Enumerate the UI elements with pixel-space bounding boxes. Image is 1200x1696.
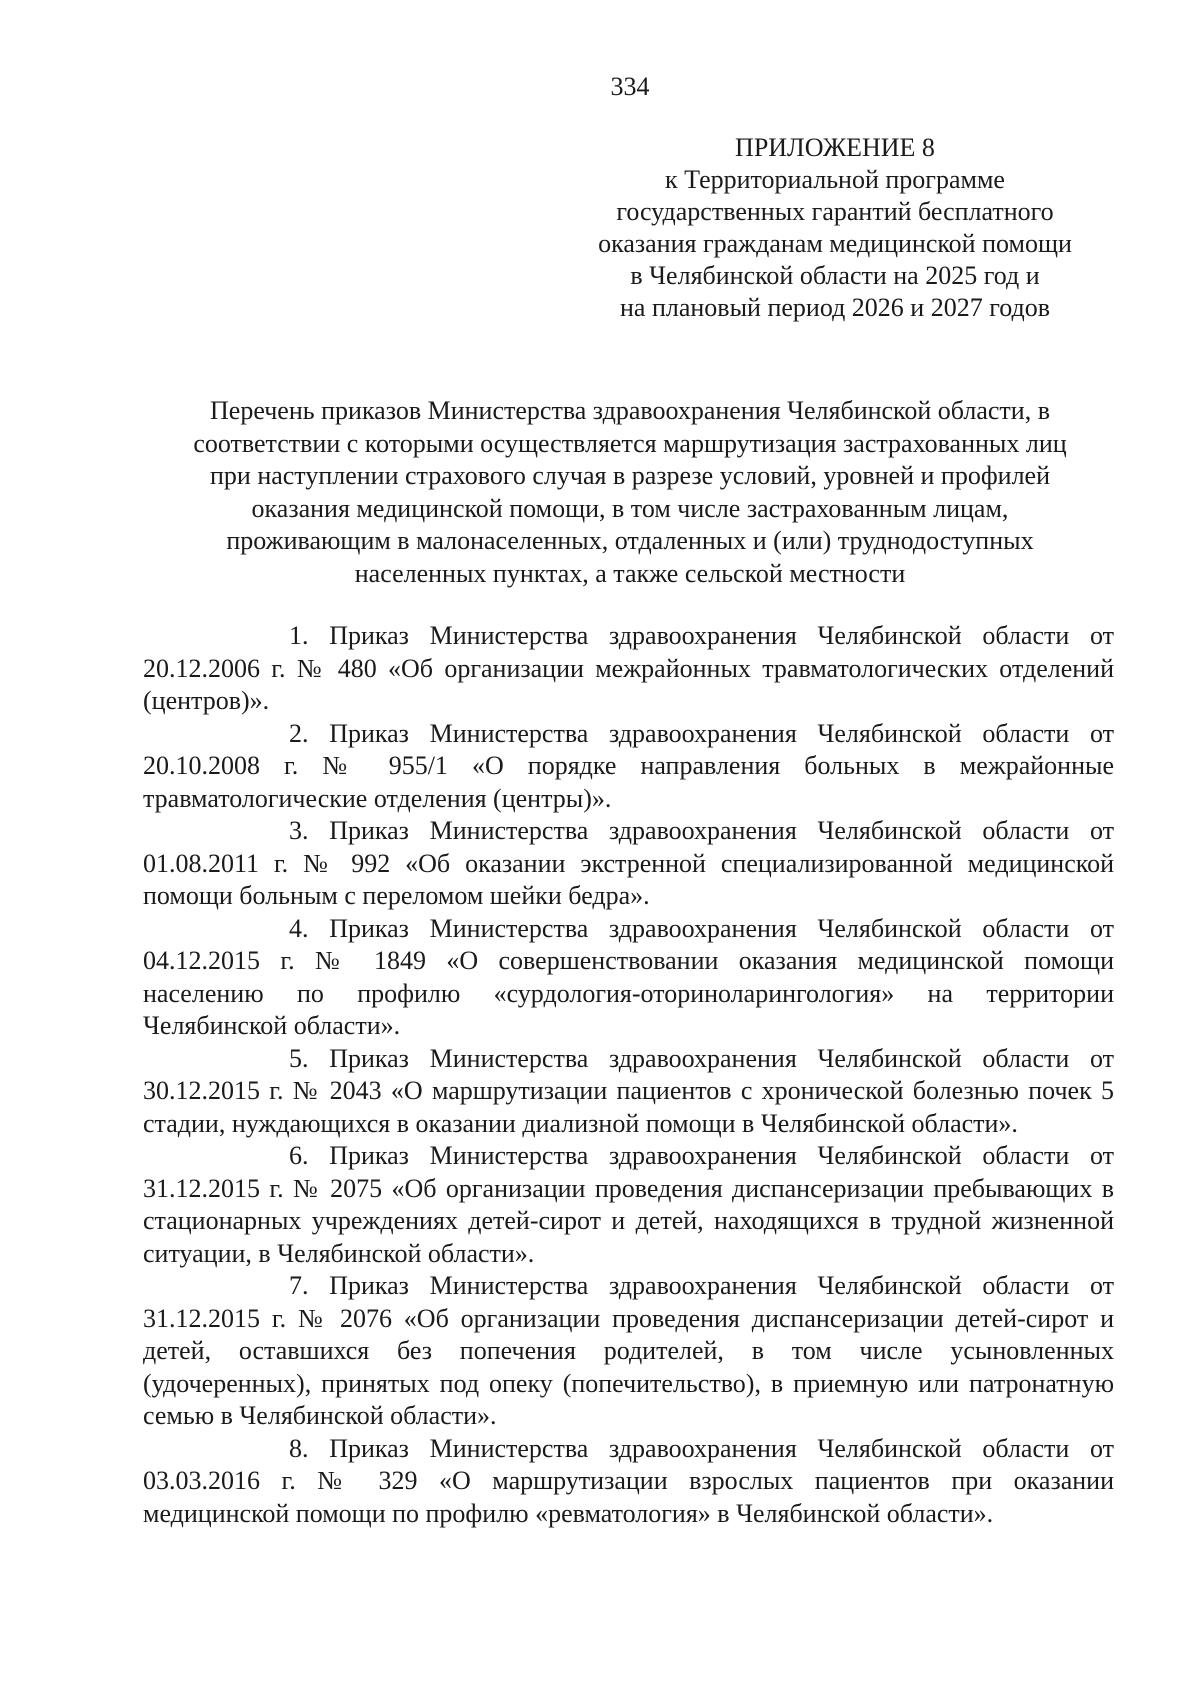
appendix-line: оказания гражданам медицинской помощи [598, 229, 1072, 258]
list-item-text: Приказ Министерства здравоохранения Челябинской области от 01.08.2011 г. № 992 «Об оказании экстренной специализированной медицинской помощи больным с переломом шейки бедра». [143, 816, 1114, 910]
list-item-number: 1. [289, 621, 309, 650]
list-item-text: Приказ Министерства здравоохранения Челябинской области от 20.10.2008 г. № 955/1 «О порядке направления больных в межрайонные травматологические отделения (центры)». [143, 718, 1114, 813]
document-title-line: населенных пунктах, а также сельской местности [354, 558, 906, 588]
list-item-text: Приказ Министерства здравоохранения Челябинской области от 31.12.2015 г. № 2076 «Об организации проведения диспансеризации детей-сирот и детей, оставшихся без попечения родителей, в том числе усыновленных (удочеренных), принятых под опеку (попечительство), в приемную или патронатную семью в Челябинской области». [143, 1271, 1114, 1430]
list-item-number: 3. [289, 816, 309, 845]
list-item-number: 4. [289, 913, 309, 943]
list-item [143, 1433, 1114, 1531]
list-item [143, 1043, 1114, 1141]
document-title-line: при наступлении страхового случая в разрезе условий, уровней и профилей [209, 461, 1051, 490]
list-item-number: 8. [289, 1433, 309, 1463]
appendix-line: в Челябинской области на 2025 год и [630, 261, 1040, 290]
list-item-text: Приказ Министерства здравоохранения Челябинской области от 03.03.2016 г. № 329 «О маршрутизации взрослых пациентов при оказании медицинской помощи по профилю «ревматология» в Челябинской области». [143, 1433, 1114, 1528]
page-number: 334 [610, 72, 650, 101]
list-item-number: 5. [289, 1043, 309, 1073]
list-item-text: Приказ Министерства здравоохранения Челябинской области от 30.12.2015 г. № 2043 «О маршрутизации пациентов с хронической болезнью почек 5 стадии, нуждающихся в оказании диализной помощи в Челябинской области». [143, 1043, 1114, 1138]
appendix-title: ПРИЛОЖЕНИЕ 8 [735, 133, 935, 162]
list-item [143, 1270, 1114, 1433]
list-item [143, 913, 1114, 1043]
orders-list [143, 620, 1114, 1530]
list-item-text: Приказ Министерства здравоохранения Челябинской области от 04.12.2015 г. № 1849 «О совершенствовании оказания медицинской помощи населению по профилю «сурдология-оториноларингология» на территории Челябинской области». [143, 913, 1114, 1040]
appendix-line: на плановый период 2026 и 2027 годов [620, 293, 1050, 322]
document-title-line: Перечень приказов Министерства здравоохранения Челябинской области, в [210, 396, 1050, 425]
list-item [143, 620, 1114, 718]
document-title-line: оказания медицинской помощи, в том числе застрахованным лицам, [251, 493, 1009, 523]
list-item [143, 1140, 1114, 1270]
appendix-line: государственных гарантий бесплатного [616, 197, 1054, 226]
list-item [143, 815, 1114, 913]
list-item-text: Приказ Министерства здравоохранения Челябинской области от 20.12.2006 г. № 480 «Об организации межрайонных травматологических отделений (центров)». [143, 621, 1114, 715]
document-title-line: проживающим в малонаселенных, отдаленных и (или) труднодоступных [226, 526, 1034, 555]
list-item-number: 7. [289, 1271, 309, 1300]
appendix-header [560, 132, 1110, 324]
list-item [143, 718, 1114, 816]
document-title-line: соответствии с которыми осуществляется маршрутизация застрахованных лиц [193, 428, 1067, 458]
list-item-text: Приказ Министерства здравоохранения Челябинской области от 31.12.2015 г. № 2075 «Об организации проведения диспансеризации пребывающих в стационарных учреждениях детей-сирот и детей, находящихся в трудной жизненной ситуации, в Челябинской области». [143, 1141, 1114, 1268]
list-item-number: 2. [289, 718, 309, 748]
appendix-line: к Территориальной программе [665, 165, 1005, 194]
list-item-number: 6. [289, 1141, 309, 1170]
document-title [140, 395, 1120, 590]
